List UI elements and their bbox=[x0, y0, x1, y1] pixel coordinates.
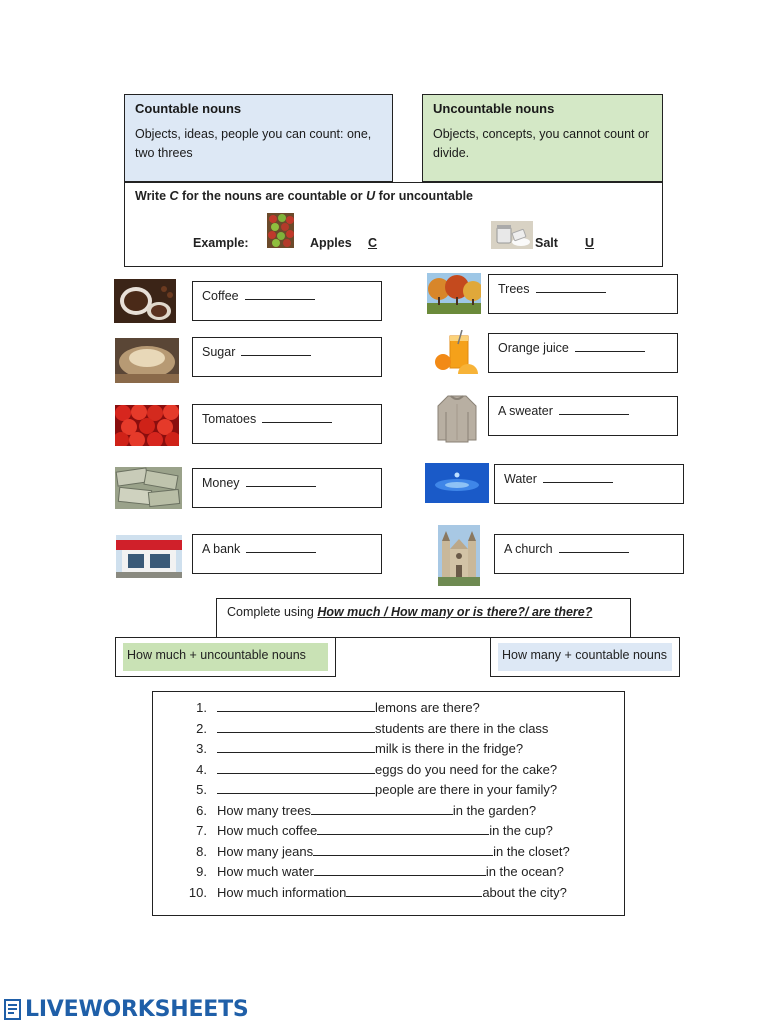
answer-blank-money[interactable] bbox=[246, 476, 316, 487]
answer-box-sugar bbox=[192, 337, 382, 377]
answer-line-3[interactable] bbox=[217, 739, 375, 753]
apples-image bbox=[267, 213, 294, 248]
question-1: 1. lemons are there? bbox=[196, 700, 480, 715]
brand-name: LIVEWORKSHEETS bbox=[25, 996, 249, 1022]
trees-image bbox=[427, 273, 481, 314]
coffee-image bbox=[114, 279, 176, 323]
question-8: 8. How many jeans in the closet? bbox=[196, 843, 570, 859]
item-label-money: Money bbox=[202, 476, 240, 490]
bank-image bbox=[116, 535, 182, 578]
answer-box-sweater bbox=[488, 396, 678, 436]
answer-box-church bbox=[494, 534, 684, 574]
question-6: 6. How many trees in the garden? bbox=[196, 802, 537, 818]
item-label-sugar: Sugar bbox=[202, 345, 236, 359]
answer-blank-sweater[interactable] bbox=[559, 404, 629, 415]
example1-answer: C bbox=[368, 236, 378, 250]
example-label: Example: bbox=[193, 236, 249, 250]
salt-image bbox=[491, 221, 533, 249]
church-image bbox=[438, 525, 480, 586]
item-label-coffee: Coffee bbox=[202, 289, 239, 303]
answer-box-trees bbox=[488, 274, 678, 314]
item-label-church: A church bbox=[504, 542, 553, 556]
uncountable-title: Uncountable nouns bbox=[433, 101, 555, 116]
item-label-tomatoes: Tomatoes bbox=[202, 412, 257, 426]
uncountable-text: Objects, concepts, you cannot count or divide. bbox=[433, 127, 650, 160]
liveworksheets-logo[interactable] bbox=[2, 996, 249, 1022]
question-5: 5. people are there in your family? bbox=[196, 782, 558, 797]
money-image bbox=[115, 467, 182, 509]
water-image bbox=[425, 463, 489, 503]
instruction-text: Write C for the nouns are countable or U for uncountable bbox=[135, 189, 474, 203]
instruction-box bbox=[124, 182, 663, 267]
answer-blank-tomatoes[interactable] bbox=[262, 412, 332, 423]
answer-box-bank bbox=[192, 534, 382, 574]
countable-definition-box bbox=[124, 94, 393, 182]
complete-prefix: Complete using bbox=[227, 605, 318, 619]
liveworksheets-logo-icon bbox=[2, 998, 24, 1020]
example1-word: Apples bbox=[310, 236, 352, 250]
how-much-rule: How much + uncountable nouns bbox=[123, 643, 328, 671]
answer-box-water bbox=[494, 464, 684, 504]
countable-title: Countable nouns bbox=[135, 101, 242, 116]
questions-box bbox=[152, 691, 625, 916]
uncountable-definition-box bbox=[422, 94, 663, 182]
tomatoes-image bbox=[115, 405, 179, 446]
answer-box-coffee bbox=[192, 281, 382, 321]
question-9: 9. How much water in the ocean? bbox=[196, 864, 564, 879]
answer-line-2[interactable] bbox=[217, 719, 375, 733]
item-label-trees: Trees bbox=[498, 282, 530, 296]
answer-blank-bank[interactable] bbox=[246, 542, 316, 553]
item-label-water: Water bbox=[504, 472, 537, 486]
question-10: 10. How much information about the city? bbox=[188, 884, 567, 900]
answer-line-9[interactable] bbox=[314, 862, 486, 876]
item-label-sweater: A sweater bbox=[498, 404, 553, 418]
sweater-image bbox=[434, 392, 480, 444]
answer-blank-orange-juice[interactable] bbox=[575, 341, 645, 352]
answer-blank-sugar[interactable] bbox=[241, 345, 311, 356]
answer-blank-church[interactable] bbox=[559, 542, 629, 553]
question-7: 7. How much coffee in the cup? bbox=[196, 823, 553, 838]
answer-line-6[interactable] bbox=[311, 801, 453, 815]
answer-line-10[interactable] bbox=[346, 883, 482, 897]
item-label-orange-juice: Orange juice bbox=[498, 341, 569, 355]
question-2: 2. students are there in the class bbox=[196, 720, 549, 736]
sugar-image bbox=[115, 338, 179, 383]
answer-line-5[interactable] bbox=[217, 780, 375, 794]
answer-line-8[interactable] bbox=[313, 842, 493, 856]
question-3: 3. milk is there in the fridge? bbox=[196, 741, 524, 756]
orange-juice-image bbox=[434, 330, 478, 376]
complete-emphasis: How much / How many or is there?/ are there? bbox=[317, 605, 593, 619]
answer-blank-trees[interactable] bbox=[536, 282, 606, 293]
answer-box-tomatoes bbox=[192, 404, 382, 444]
answer-box-orange-juice bbox=[488, 333, 678, 373]
complete-instruction-box bbox=[216, 598, 631, 638]
question-4: 4. eggs do you need for the cake? bbox=[196, 761, 558, 777]
how-many-rule-box bbox=[490, 637, 680, 677]
answer-line-4[interactable] bbox=[217, 760, 375, 774]
answer-blank-water[interactable] bbox=[543, 472, 613, 483]
answer-line-7[interactable] bbox=[317, 821, 489, 835]
how-many-rule: How many + countable nouns bbox=[498, 643, 672, 671]
answer-blank-coffee[interactable] bbox=[245, 289, 315, 300]
countable-text: Objects, ideas, people you can count: one, two threes bbox=[135, 127, 372, 160]
answer-line-1[interactable] bbox=[217, 698, 375, 712]
example2-word: Salt bbox=[535, 236, 558, 250]
answer-box-money bbox=[192, 468, 382, 508]
example2-answer: U bbox=[585, 236, 595, 250]
item-label-bank: A bank bbox=[202, 542, 241, 556]
how-much-rule-box bbox=[115, 637, 336, 677]
